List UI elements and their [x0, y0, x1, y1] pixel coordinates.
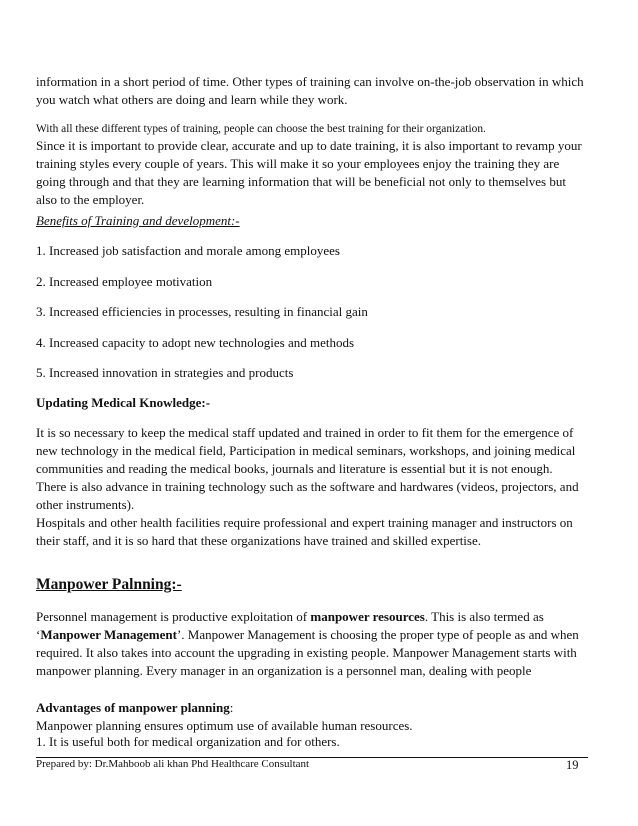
benefit-item: 3. Increased efficiencies in processes, resulting in financial gain — [36, 304, 368, 319]
manpower-heading: Manpower Palnning:- — [36, 576, 182, 593]
advantages-heading — [36, 699, 584, 717]
benefit-item: 1. Increased job satisfaction and morale among employees — [36, 243, 340, 258]
benefit-item: 5. Increased innovation in strategies and products — [36, 365, 294, 380]
text-run: ’. Manpower Management is choosing the proper type of people as and when required. It also takes into account the upgrading in existing people. Manpower Management starts with manpower planning. Every manager in an organization is a personnel man, dealing with people — [36, 627, 579, 678]
benefits-heading: Benefits of Training and development:- — [36, 213, 240, 228]
benefit-item: 2. Increased employee motivation — [36, 274, 213, 289]
paragraph-medical-staff: It is so necessary to keep the medical staff updated and trained in order to fit them for the emergence of new technology in the medical field, Participation in medical seminars, workshops, and joining medical communities and reading the medical books, journals and literature is essential but it is not enough. There is also advance in training technology such as the software and hardwares (videos, projectors, and other instruments). — [36, 425, 579, 512]
advantages-heading-colon: : — [229, 700, 234, 715]
paragraph-hospitals: Hospitals and other health facilities require professional and expert training manager and instructors on their staff, and it is so hard that these organizations have trained and skilled expertise. — [36, 515, 573, 548]
text-run-bold: manpower resources — [310, 609, 425, 624]
paragraph-personnel-management — [36, 608, 584, 680]
advantages-heading-text: Advantages of manpower planning — [36, 700, 230, 715]
updating-heading: Updating Medical Knowledge:- — [36, 395, 211, 410]
page-number: 19 — [566, 758, 579, 772]
text-run-bold: Manpower Management — [40, 627, 177, 642]
paragraph-revamp-training: Since it is important to provide clear, accurate and up to date training, it is also important to revamp your training styles every couple of years. This will make it so your employees enjoy the training they are going through and that they are learning information that will be beneficial not only to themselves but also to the employer. — [36, 138, 582, 207]
paragraph-optimum-use: Manpower planning ensures optimum use of available human resources. — [36, 718, 413, 733]
paragraph-training-types: information in a short period of time. Other types of training can involve on-the-job observation in which you watch what others are doing and learn while they work. — [36, 74, 584, 107]
footer-author: Prepared by: Dr.Mahboob ali khan Phd Healthcare Consultant — [36, 758, 310, 770]
benefit-item: 4. Increased capacity to adopt new technologies and methods — [36, 335, 355, 350]
text-run: . This is also termed as ‘ — [36, 609, 544, 642]
paragraph-choose-training: With all these different types of training, people can choose the best training for their organization. — [36, 123, 486, 135]
text-run: Personnel management is productive exploitation of — [36, 609, 311, 624]
paragraph-useful: 1. It is useful both for medical organization and for others. — [36, 734, 340, 749]
